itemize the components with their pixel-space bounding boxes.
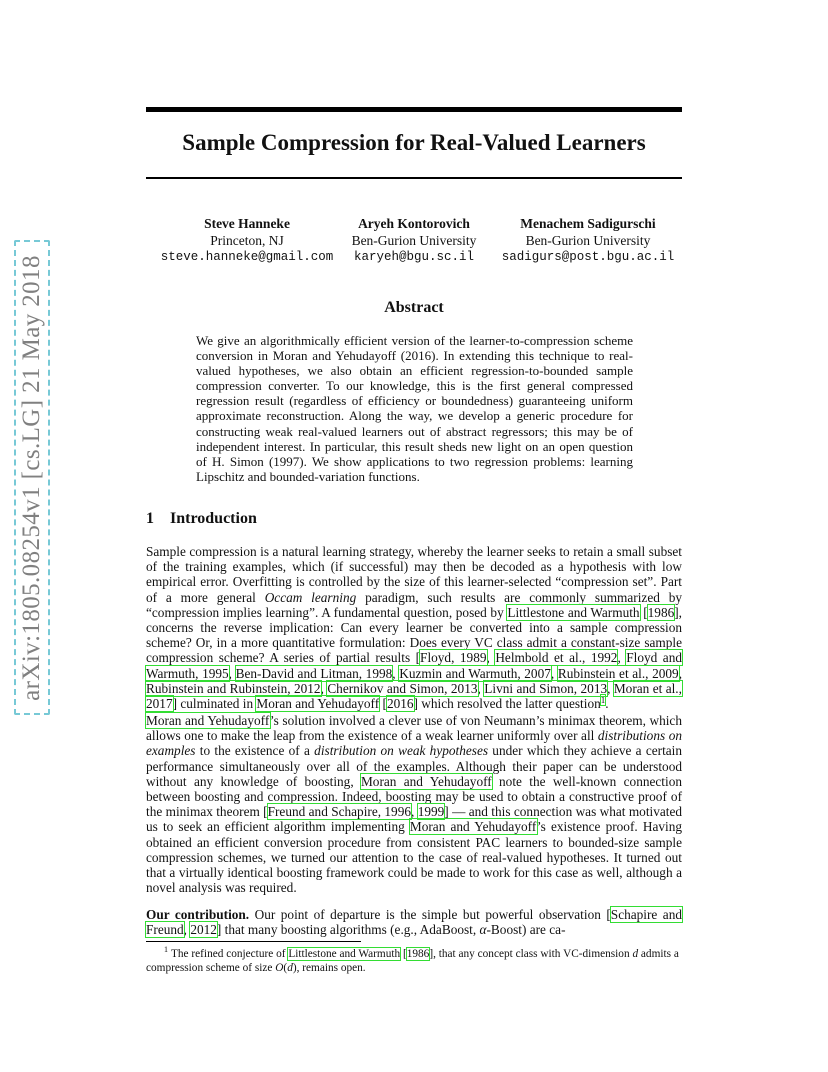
paper-title: Sample Compression for Real-Valued Learners (182, 130, 646, 155)
text-run: ] which resolved the latter question (413, 696, 601, 712)
author-affiliation: Ben-Gurion University (525, 233, 651, 248)
text-run: ’s solution involved a clever use of von Neumann’s minimax theorem, which allows one to make the leap from the existence of a weak learner uniformly over all (146, 713, 682, 744)
section-heading (146, 510, 257, 528)
text-run: ] — and this connection was what motivated us to seek an efficient algorithm implementing (146, 804, 683, 835)
text-run: -Boost) are ca- (486, 922, 566, 938)
text-run: Our point of departure is the simple but powerful observation [ (249, 907, 611, 922)
citation-link[interactable]: Livni and Simon, 2013 (484, 680, 608, 696)
text-run: , (678, 665, 683, 681)
author-affiliation: Ben-Gurion University (351, 233, 477, 248)
emphasis-text: Occam learning (264, 589, 357, 605)
text-run: ], concerns the reverse implication: Can every learner be converted into a sample compression scheme? Or, in a more quantitative formulation: Does every VC class admit a constant-size sample compression scheme? A series of partial results [ (146, 604, 682, 666)
arxiv-identifier[interactable]: arXiv:1805.08254v1 [cs.LG] 21 May 2018 (18, 255, 45, 701)
text-run: Sample compression is a natural learning strategy, whereby the learner seeks to retain a small subset of the training examples, which (if successful) may then be decoded as a hypothesis with low empirical error. Overfitting is controlled by the size of this learner-selected “compression set”. Part of a more general (146, 544, 682, 605)
author-block (494, 215, 682, 266)
text-run: , (550, 665, 558, 681)
text-run: , (411, 804, 418, 820)
text-run: [ (400, 948, 407, 960)
text-run: ] culminated in (172, 696, 257, 712)
citation-link[interactable]: Floyd, 1989 (420, 650, 487, 666)
text-run: paradigm, such results are commonly summarized by “compression implies learning”. A fundamental question, posed by (146, 589, 682, 620)
citation-link[interactable]: Schapire and Freund (146, 907, 682, 938)
text-run: ], that any concept class with VC-dimension (429, 948, 633, 960)
footnote-number: 1 (164, 945, 168, 955)
contribution-paragraph (146, 907, 682, 937)
emphasis-text: distributions on examples (146, 728, 682, 759)
citation-link[interactable]: Rubinstein et al., 2009 (557, 665, 679, 681)
math-symbol: d (287, 962, 293, 974)
citation-link[interactable]: Chernikov and Simon, 2013 (327, 680, 478, 696)
citation-link[interactable]: 2012 (190, 922, 217, 938)
text-run: , (607, 680, 614, 696)
text-run: . (605, 696, 609, 712)
text-run: , (228, 665, 236, 681)
text-run: admits a compression scheme of size (146, 948, 679, 974)
text-run: , (486, 650, 496, 666)
citation-link[interactable]: Moran and Yehudayoff (256, 696, 380, 712)
author-block (152, 215, 342, 266)
author-email[interactable]: karyeh@bgu.sc.il (353, 250, 475, 264)
text-run: [ (639, 604, 648, 620)
text-run: , (617, 650, 627, 666)
section-number: 1 (146, 510, 154, 527)
footnote-marker[interactable]: 1 (600, 694, 606, 705)
emphasis-text: distribution on weak hypotheses (314, 743, 489, 759)
math-symbol: O (275, 962, 284, 974)
citation-link[interactable]: Littlestone and Warmuth (288, 948, 401, 960)
text-run: The refined conjecture of (171, 948, 289, 960)
citation-link[interactable]: Littlestone and Warmuth (507, 604, 640, 620)
author-affiliation: Princeton, NJ (210, 233, 284, 248)
abstract-text: We give an algorithmically efficient version of the learner-to-compression scheme conversion in Moran and Yehudayoff (2016). In extending this technique to real-valued hypotheses, we also obtain an efficient regression-to-bounded sample compression converter. To our knowledge, this is the first general compressed regression result (regardless of efficiency or boundedness) guaranteeing uniform approximate reconstruction. Along the way, we develop a generic procedure for constructing weak real-valued learners out of abstract regressors; this may be of independent interest. In particular, this result sheds new light on an open question of H. Simon (1997). We show applications to two regression problems: learning Lipschitz and bounded-variation functions. (196, 333, 633, 484)
text-run: ] that many boosting algorithms (e.g., AdaBoost, (216, 922, 480, 938)
text-run: , (392, 665, 400, 681)
text-run: under which they achieve a certain performance simultaneously over all of the examples. Although their paper can be understood without any knowledge of boosting, (146, 743, 683, 789)
intro-paragraph-2 (146, 713, 682, 895)
author-name: Menachem Sadigurschi (520, 216, 656, 231)
math-symbol: α (479, 922, 487, 938)
citation-link[interactable]: 1999 (417, 804, 445, 820)
title-rule-bottom (146, 177, 682, 179)
citation-link[interactable]: Freund and Schapire, 1996 (267, 804, 412, 820)
math-symbol: d (632, 948, 639, 960)
footnote (146, 947, 682, 975)
text-run: , (183, 922, 191, 938)
citation-link[interactable]: Rubinstein and Rubinstein, 2012 (146, 680, 321, 696)
citation-link[interactable]: Moran et al., 2017 (146, 680, 682, 712)
citation-link[interactable]: Floyd and Warmuth, 1995 (146, 650, 682, 681)
citation-link[interactable]: Moran and Yehudayoff (409, 819, 537, 835)
text-run: note the well-known connection between boosting and compression. Indeed, boosting may be used to obtain a constructive proof of the minimax theorem [ (146, 773, 682, 820)
citation-link[interactable]: Moran and Yehudayoff (146, 713, 270, 728)
abstract-heading: Abstract (384, 299, 444, 316)
citation-link[interactable]: Ben-David and Litman, 1998 (235, 665, 393, 681)
intro-paragraph-1 (146, 544, 682, 711)
author-name: Aryeh Kontorovich (358, 216, 470, 231)
text-run: , (477, 680, 485, 696)
citation-link[interactable]: 2016 (386, 696, 414, 712)
author-email[interactable]: sadigurs@post.bgu.ac.il (501, 250, 675, 264)
text-run: ), remains open. (292, 962, 366, 974)
text-run: to the existence of a (195, 743, 315, 759)
author-email[interactable]: steve.hanneke@gmail.com (160, 250, 334, 264)
run-in-heading: Our contribution. (146, 907, 250, 922)
citation-link[interactable]: Kuzmin and Warmuth, 2007 (399, 665, 551, 681)
text-run: [ (379, 696, 387, 712)
text-run: , (320, 680, 328, 696)
footnote-rule (146, 941, 361, 942)
text-run: ( (283, 962, 288, 974)
author-name: Steve Hanneke (204, 216, 290, 231)
section-title: Introduction (170, 510, 257, 527)
citation-link[interactable]: Helmbold et al., 1992 (495, 650, 618, 666)
citation-link[interactable]: 1986 (406, 948, 430, 960)
title-rule-top (146, 107, 682, 112)
author-block (344, 215, 484, 266)
citation-link[interactable]: Moran and Yehudayoff (360, 773, 492, 789)
citation-link[interactable]: 1986 (647, 604, 675, 620)
text-run: ’s existence proof. Having obtained an efficient conversion procedure from consistent PAC learners to bounded-size sample compression schemes, we turned our attention to the case of real-valued hypotheses. It turned out that a virtually identical boosting framework could be made to work for this case as well, although a novel analysis was required. (146, 819, 682, 896)
